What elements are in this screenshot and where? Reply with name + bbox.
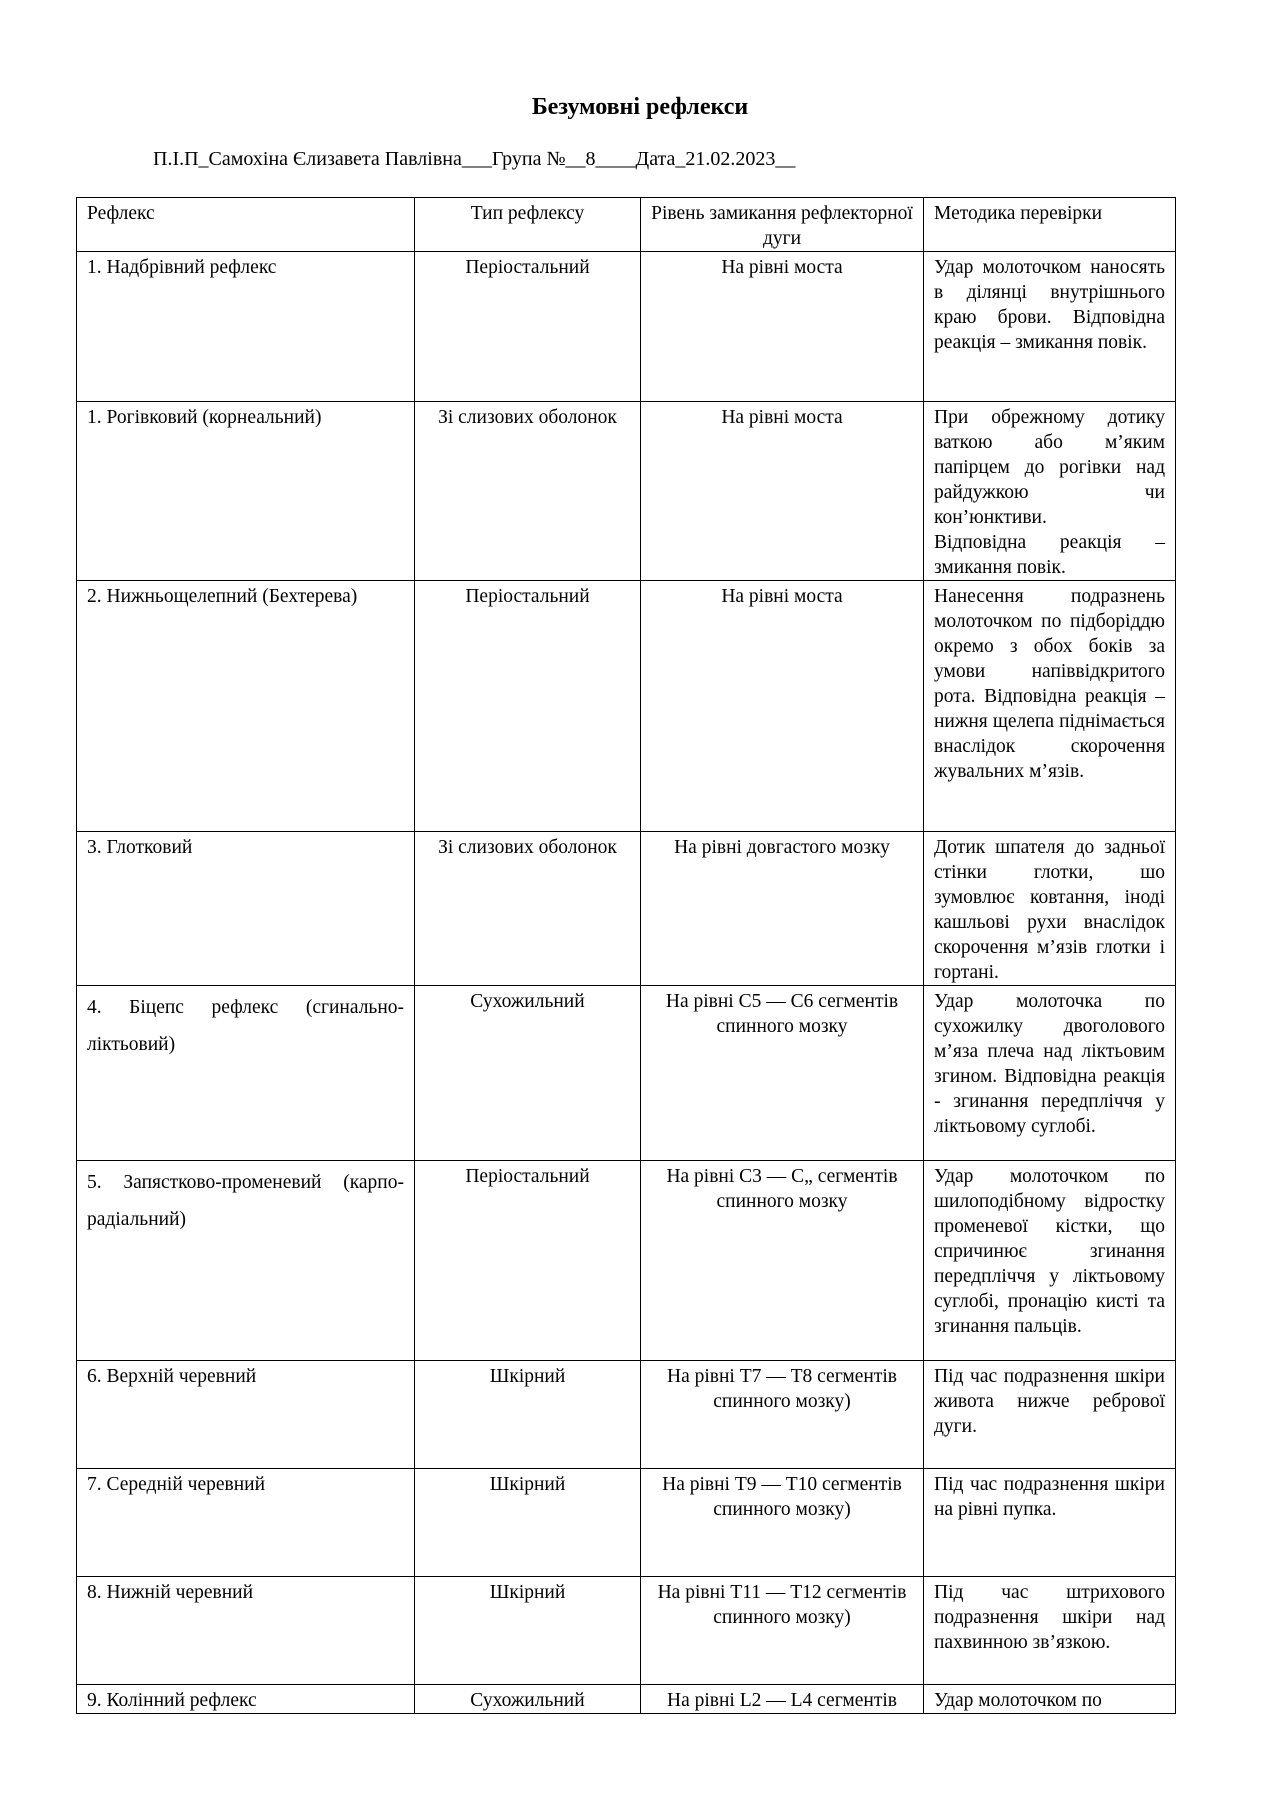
cell-method-text: При обрежному дотику ваткою або м’яким папірцем до рогівки над райдужкою чи кон’юнктиви. [934, 407, 1165, 528]
reflex-table [76, 197, 1176, 1714]
cell-level: На рівні Т7 — Т8 сегментів спинного мозку) [641, 1361, 924, 1469]
cell-method: Нанесення подразнень молоточком по підборіддю окремо з обох боків за умови напіввідкритого рота. Відповідна реакція – нижня щелепа піднімається внаслідок скорочення жувальних м’язів. [924, 581, 1176, 832]
student-info-line: П.І.П_Самохіна Єлизавета Павлівна___Група №__8____Дата_21.02.2023__ [153, 148, 796, 170]
cell-level: На рівні моста [641, 581, 924, 832]
table-row [77, 1469, 1176, 1577]
header-method: Методика перевірки [924, 198, 1176, 252]
table-row [77, 986, 1176, 1161]
cell-reflex: 8. Нижній черевний [77, 1577, 415, 1685]
cell-level: На рівні С5 — С6 сегментів спинного мозку [641, 986, 924, 1161]
table-row [77, 1685, 1176, 1714]
cell-reflex: 1. Рогівковий (корнеальний) [77, 402, 415, 581]
cell-reflex: 5. Запястково-променевий (карпо-радіальний) [77, 1161, 415, 1361]
header-type: Тип рефлексу [415, 198, 641, 252]
cell-level: На рівні Т9 — Т10 сегментів спинного мозку) [641, 1469, 924, 1577]
cell-method: Під час подразнення шкіри живота нижче ребрової дуги. [924, 1361, 1176, 1469]
table-row [77, 1577, 1176, 1685]
cell-method: Удар молоточка по сухожилку двоголового м’яза плеча над ліктьовим згином. Відповідна реакція - згинання передпліччя у ліктьовому суглобі. [924, 986, 1176, 1161]
cell-level: На рівні Т11 — Т12 сегментів спинного мозку) [641, 1577, 924, 1685]
cell-level: На рівні моста [641, 252, 924, 402]
cell-type: Періостальний [415, 581, 641, 832]
table-row [77, 832, 1176, 986]
page-title: Безумовні рефлекси [531, 94, 749, 120]
cell-reflex: 1. Надбрівний рефлекс [77, 252, 415, 402]
table-row [77, 1161, 1176, 1361]
cell-reflex: 7. Середній черевний [77, 1469, 415, 1577]
cell-method-extra: Відповідна реакція – змикання повік. [934, 532, 1165, 578]
cell-type: Періостальний [415, 1161, 641, 1361]
table-row [77, 1361, 1176, 1469]
cell-level: На рівні L2 — L4 сегментів [641, 1685, 924, 1714]
table-header-row [77, 198, 1176, 252]
cell-type: Шкірний [415, 1361, 641, 1469]
cell-method [924, 402, 1176, 581]
cell-type: Зі слизових оболонок [415, 832, 641, 986]
cell-level: На рівні С3 — С„ сегментів спинного мозку [641, 1161, 924, 1361]
table-row [77, 581, 1176, 832]
cell-type: Шкірний [415, 1577, 641, 1685]
header-reflex: Рефлекс [77, 198, 415, 252]
cell-reflex: 3. Глотковий [77, 832, 415, 986]
cell-method: Удар молоточком наносять в ділянці внутрішнього краю брови. Відповідна реакція – змикання повік. [924, 252, 1176, 402]
cell-method: Дотик шпателя до задньої стінки глотки, шо зумовлює ковтання, іноді кашльові рухи внаслідок скорочення м’язів глотки і гортані. [924, 832, 1176, 986]
cell-method: Під час штрихового подразнення шкіри над пахвинною зв’язкою. [924, 1577, 1176, 1685]
cell-method: Удар молоточком по шилоподібному відростку променевої кістки, що спричинює згинання передпліччя у ліктьовому суглобі, пронацію кисті та згинання пальців. [924, 1161, 1176, 1361]
cell-reflex: 4. Біцепс рефлекс (сгинально-ліктьовий) [77, 986, 415, 1161]
cell-type: Сухожильний [415, 1685, 641, 1714]
table-row [77, 402, 1176, 581]
cell-type: Періостальний [415, 252, 641, 402]
cell-method: Під час подразнення шкіри на рівні пупка. [924, 1469, 1176, 1577]
header-level: Рівень замикання рефлекторної дуги [641, 198, 924, 252]
table-row [77, 252, 1176, 402]
cell-type: Сухожильний [415, 986, 641, 1161]
cell-reflex: 6. Верхній черевний [77, 1361, 415, 1469]
cell-type: Шкірний [415, 1469, 641, 1577]
cell-level: На рівні довгастого мозку [641, 832, 924, 986]
cell-reflex: 2. Нижньощелепний (Бехтерева) [77, 581, 415, 832]
cell-method: Удар молоточком по [924, 1685, 1176, 1714]
cell-type: Зі слизових оболонок [415, 402, 641, 581]
cell-level: На рівні моста [641, 402, 924, 581]
cell-reflex: 9. Колінний рефлекс [77, 1685, 415, 1714]
